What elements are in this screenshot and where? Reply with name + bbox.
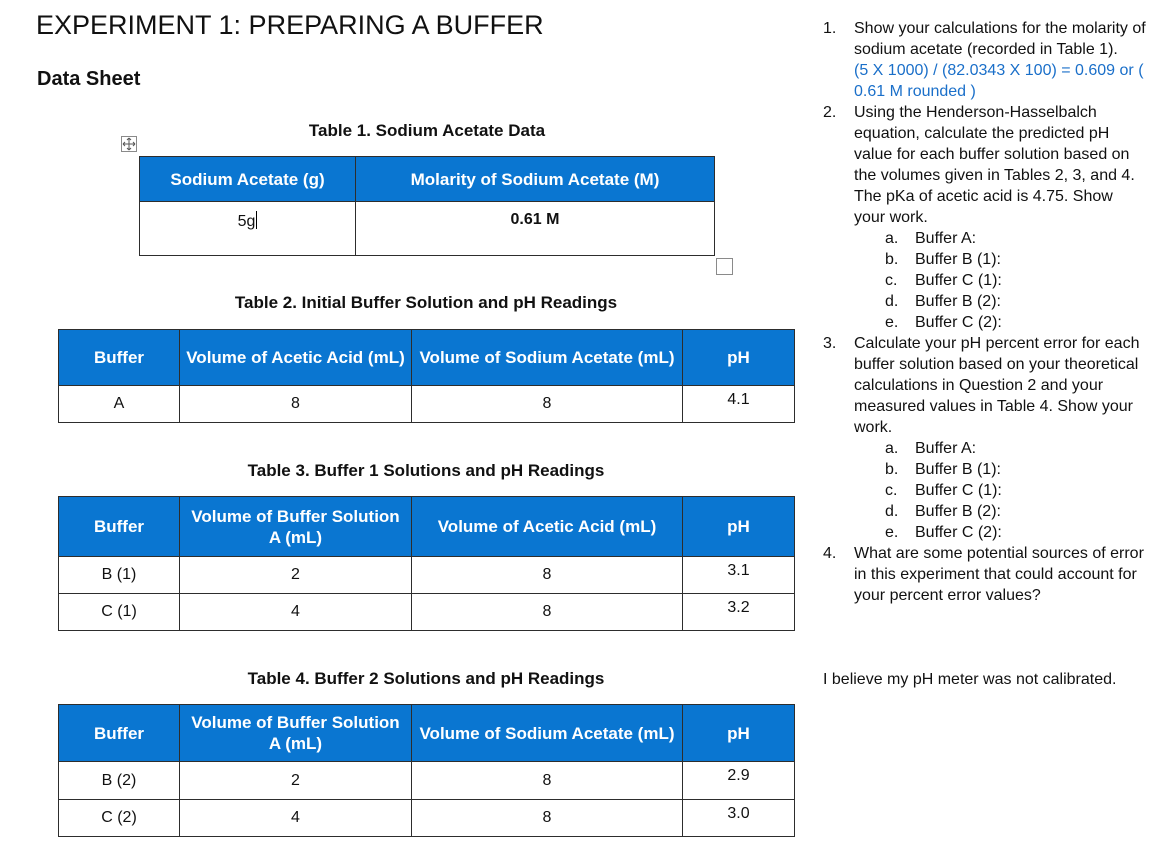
table2-cell-acetic-acid[interactable]: 8 bbox=[180, 386, 412, 423]
table2-cell-sodium-acetate[interactable]: 8 bbox=[412, 386, 683, 423]
table1-caption: Table 1. Sodium Acetate Data bbox=[308, 121, 546, 140]
question-4-answer[interactable]: I believe my pH meter was not calibrated. bbox=[823, 671, 1117, 688]
question-2-item: d. Buffer B (2): bbox=[885, 293, 1001, 310]
question-3 bbox=[823, 333, 1148, 438]
table3-caption: Table 3. Buffer 1 Solutions and pH Readings bbox=[247, 461, 605, 480]
text-cursor bbox=[256, 211, 257, 229]
table1-cell-mass[interactable]: 5g bbox=[140, 202, 356, 256]
table-move-handle-icon[interactable] bbox=[121, 136, 137, 152]
question-3-item: c. Buffer C (1): bbox=[885, 482, 1002, 499]
table3-cell-buffer[interactable]: B (1) bbox=[59, 557, 180, 594]
question-3-item: a. Buffer A: bbox=[885, 440, 977, 457]
table1-header-mass: Sodium Acetate (g) bbox=[140, 157, 356, 202]
table3-cell-ph[interactable]: 3.2 bbox=[683, 594, 795, 631]
question-number: 1. bbox=[823, 20, 837, 37]
question-2-item: b. Buffer B (1): bbox=[885, 251, 1001, 268]
question-2 bbox=[823, 102, 1148, 228]
table1-cell-molarity[interactable]: 0.61 M bbox=[356, 202, 715, 256]
question-1-answer[interactable]: (5 X 1000) / (82.0343 X 100) = 0.609 or ( 0.61 M rounded ) bbox=[854, 62, 1144, 100]
table1-header-molarity: Molarity of Sodium Acetate (M) bbox=[356, 157, 715, 202]
table2-header-ph: pH bbox=[683, 330, 795, 386]
table4-cell-sodium-acetate[interactable]: 8 bbox=[412, 762, 683, 800]
question-text: Calculate your pH percent error for each buffer solution based on your theoretical calculations in Question 2 and your measured values in Table 4. Show your work. bbox=[854, 335, 1140, 436]
table2-header-sodium-acetate: Volume of Sodium Acetate (mL) bbox=[412, 330, 683, 386]
table4-cell-sodium-acetate[interactable]: 8 bbox=[412, 800, 683, 837]
table-resize-handle[interactable] bbox=[716, 258, 733, 275]
table3-cell-buffer[interactable]: C (1) bbox=[59, 594, 180, 631]
table2-cell-ph[interactable]: 4.1 bbox=[683, 386, 795, 423]
table4-header-sodium-acetate: Volume of Sodium Acetate (mL) bbox=[412, 705, 683, 762]
question-2-item: c. Buffer C (1): bbox=[885, 272, 1002, 289]
table4-cell-ph[interactable]: 3.0 bbox=[683, 800, 795, 837]
question-number: 2. bbox=[823, 104, 837, 121]
table2-header-acetic-acid: Volume of Acetic Acid (mL) bbox=[180, 330, 412, 386]
table3-header-buffer-a: Volume of Buffer Solution A (mL) bbox=[180, 497, 412, 557]
question-2-item: a. Buffer A: bbox=[885, 230, 977, 247]
table4-cell-buffer[interactable]: C (2) bbox=[59, 800, 180, 837]
table3-header-ph: pH bbox=[683, 497, 795, 557]
table3-header-acetic-acid: Volume of Acetic Acid (mL) bbox=[412, 497, 683, 557]
question-3-item: d. Buffer B (2): bbox=[885, 503, 1001, 520]
question-number: 3. bbox=[823, 335, 837, 352]
table3-cell-buffer-a[interactable]: 2 bbox=[180, 557, 412, 594]
question-2-item: e. Buffer C (2): bbox=[885, 314, 1002, 331]
table4-header-ph: pH bbox=[683, 705, 795, 762]
table3-cell-buffer-a[interactable]: 4 bbox=[180, 594, 412, 631]
table3-cell-acetic-acid[interactable]: 8 bbox=[412, 557, 683, 594]
table4-cell-ph[interactable]: 2.9 bbox=[683, 762, 795, 800]
table4-buffer2 bbox=[58, 704, 795, 837]
question-text: What are some potential sources of error in this experiment that could account for your percent error values? bbox=[854, 545, 1144, 604]
table4-header-buffer: Buffer bbox=[59, 705, 180, 762]
question-text: Show your calculations for the molarity of sodium acetate (recorded in Table 1). bbox=[854, 20, 1146, 58]
table2-caption: Table 2. Initial Buffer Solution and pH Readings bbox=[234, 293, 618, 312]
question-3-item: e. Buffer C (2): bbox=[885, 524, 1002, 541]
questions-list bbox=[823, 18, 1148, 606]
table4-header-buffer-a: Volume of Buffer Solution A (mL) bbox=[180, 705, 412, 762]
table3-cell-acetic-acid[interactable]: 8 bbox=[412, 594, 683, 631]
table3-cell-ph[interactable]: 3.1 bbox=[683, 557, 795, 594]
table4-cell-buffer-a[interactable]: 4 bbox=[180, 800, 412, 837]
question-number: 4. bbox=[823, 545, 837, 562]
table1-sodium-acetate bbox=[139, 156, 715, 256]
question-1 bbox=[823, 18, 1148, 102]
table2-header-buffer: Buffer bbox=[59, 330, 180, 386]
table3-buffer1 bbox=[58, 496, 795, 631]
table4-caption: Table 4. Buffer 2 Solutions and pH Readings bbox=[247, 669, 605, 688]
document-title: EXPERIMENT 1: PREPARING A BUFFER bbox=[36, 10, 544, 40]
table3-header-buffer: Buffer bbox=[59, 497, 180, 557]
table2-cell-buffer[interactable]: A bbox=[59, 386, 180, 423]
table4-cell-buffer-a[interactable]: 2 bbox=[180, 762, 412, 800]
table2-initial-buffer bbox=[58, 329, 795, 423]
table4-cell-buffer[interactable]: B (2) bbox=[59, 762, 180, 800]
question-text: Using the Henderson-Hasselbalch equation, calculate the predicted pH value for each buffer solution based on the volumes given in Tables 2, 3, and 4. The pKa of acetic acid is 4.75. Show your work. bbox=[854, 104, 1135, 226]
question-4 bbox=[823, 543, 1148, 606]
question-3-item: b. Buffer B (1): bbox=[885, 461, 1001, 478]
data-sheet-heading: Data Sheet bbox=[37, 68, 141, 90]
